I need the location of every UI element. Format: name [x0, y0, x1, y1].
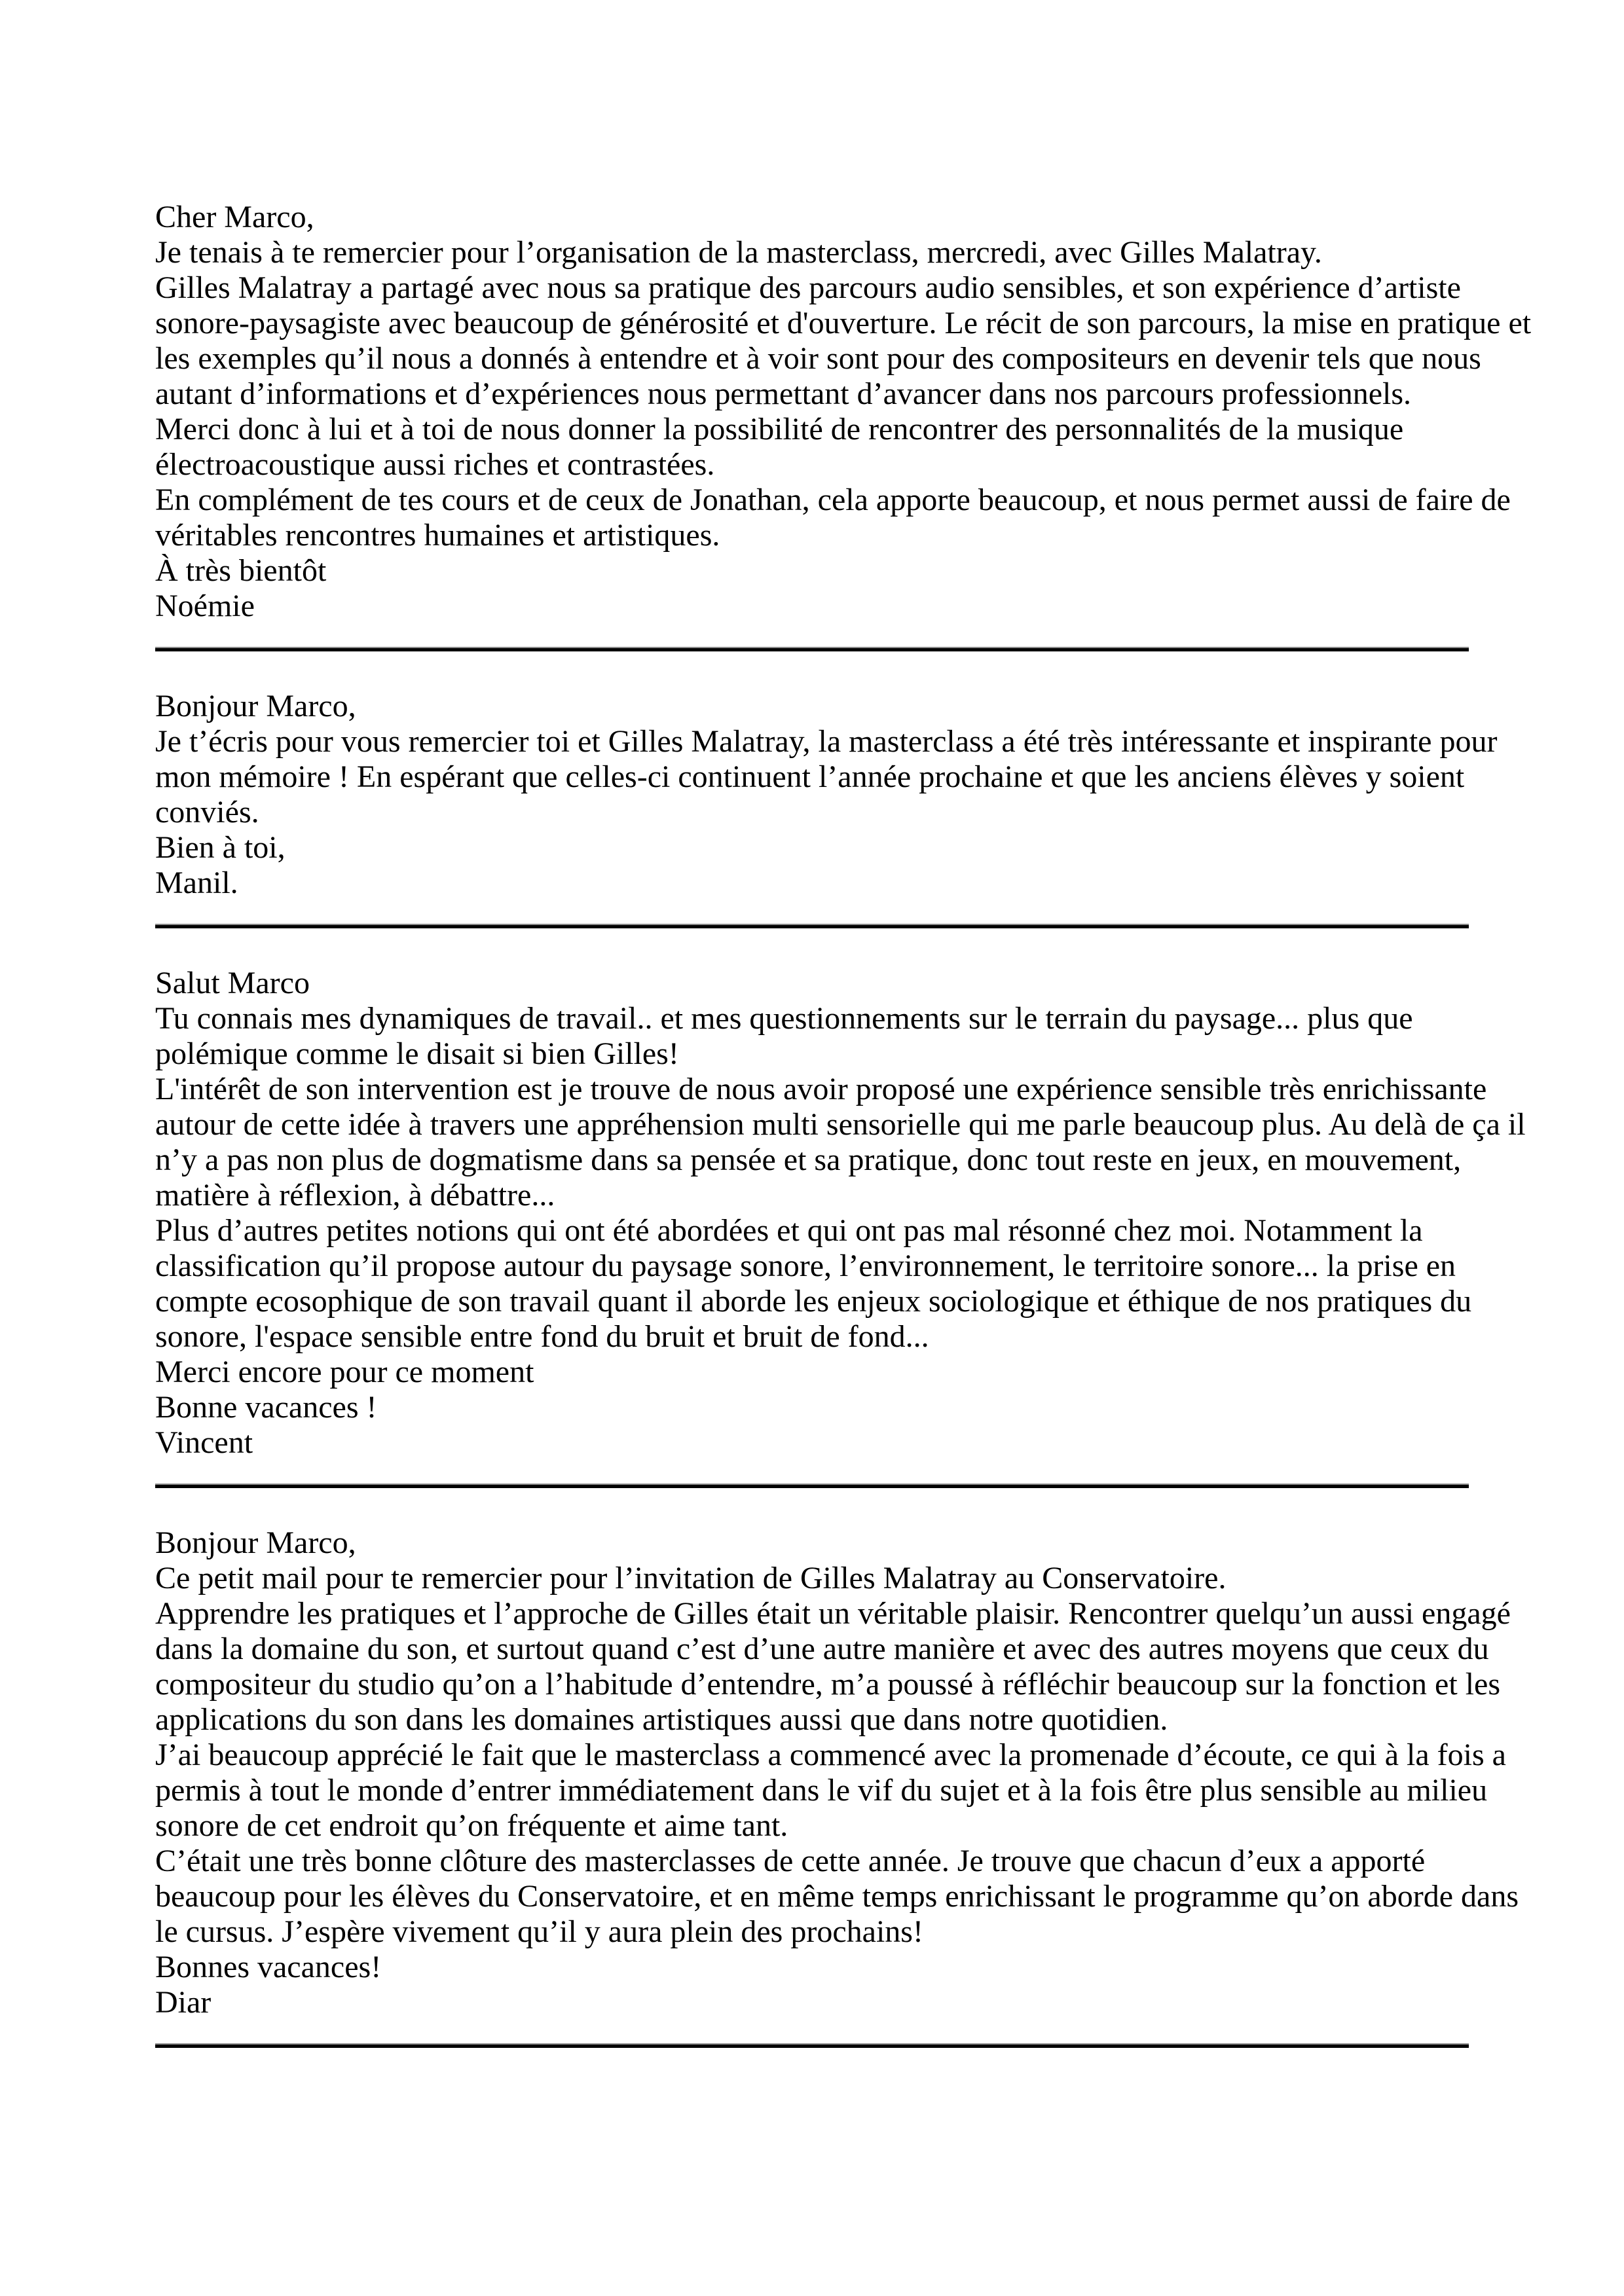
separator-line — [155, 924, 1469, 928]
text-line: sonore, l'espace sensible entre fond du bruit et bruit de fond... — [155, 1319, 929, 1354]
text-line: C’était une très bonne clôture des masterclasses de cette année. Je trouve que chacun d’eux a apporté — [155, 1844, 1426, 1878]
text-line: Je t’écris pour vous remercier toi et Gilles Malatray, la masterclass a été très intéressante et inspirante pour — [155, 724, 1498, 759]
text-line: n’y a pas non plus de dogmatisme dans sa pensée et sa pratique, donc tout reste en jeux, en mouvement, — [155, 1142, 1462, 1177]
text-line: Bien à toi, — [155, 830, 286, 865]
text-line: Bonjour Marco, — [155, 1525, 356, 1560]
text-line: Cher Marco, — [155, 200, 314, 234]
text-line: classification qu’il propose autour du paysage sonore, l’environnement, le territoire sonore... la prise en — [155, 1248, 1456, 1283]
text-line: compte ecosophique de son travail quant il aborde les enjeux sociologique et éthique de nos pratiques du — [155, 1284, 1472, 1319]
text-line: autant d’informations et d’expériences nous permettant d’avancer dans nos parcours professionnels. — [155, 376, 1412, 411]
text-line: Tu connais mes dynamiques de travail.. et mes questionnements sur le terrain du paysage... plus que — [155, 1001, 1413, 1036]
separator-line — [155, 647, 1469, 651]
text-line: permis à tout le monde d’entrer immédiatement dans le vif du sujet et à la fois être plus sensible au milieu — [155, 1773, 1488, 1808]
text-line: J’ai beaucoup apprécié le fait que le masterclass a commencé avec la promenade d’écoute, ce qui à la fois a — [155, 1738, 1506, 1772]
text-line: mon mémoire ! En espérant que celles-ci continuent l’année prochaine et que les anciens élèves y soient — [155, 759, 1465, 794]
text-line: L'intérêt de son intervention est je trouve de nous avoir proposé une expérience sensible très enrichissante — [155, 1072, 1487, 1106]
text-line: Je tenais à te remercier pour l’organisation de la masterclass, mercredi, avec Gilles Malatray. — [155, 235, 1322, 270]
text-line: Plus d’autres petites notions qui ont été abordées et qui ont pas mal résonné chez moi. Notamment la — [155, 1213, 1423, 1248]
signature-line: Noémie — [155, 589, 255, 623]
text-line: Merci donc à lui et à toi de nous donner la possibilité de rencontrer des personnalités de la musique — [155, 412, 1404, 446]
message-diar — [155, 1525, 1519, 2020]
text-line: sonore-paysagiste avec beaucoup de générosité et d'ouverture. Le récit de son parcours, la mise en pratique et — [155, 306, 1532, 340]
text-line: beaucoup pour les élèves du Conservatoire, et en même temps enrichissant le programme qu’on aborde dans — [155, 1879, 1519, 1914]
text-line: polémique comme le disait si bien Gilles! — [155, 1036, 679, 1071]
signature-line: Diar — [155, 1985, 212, 2020]
text-line: électroacoustique aussi riches et contrastées. — [155, 447, 715, 482]
separator-line — [155, 1484, 1469, 1488]
text-line: le cursus. J’espère vivement qu’il y aura plein des prochains! — [155, 1914, 923, 1949]
text-line: En complément de tes cours et de ceux de Jonathan, cela apporte beaucoup, et nous permet aussi de faire de — [155, 483, 1511, 517]
text-line: Apprendre les pratiques et l’approche de Gilles était un véritable plaisir. Rencontrer quelqu’un aussi engagé — [155, 1596, 1511, 1631]
message-noemie — [155, 200, 1532, 624]
text-line: Salut Marco — [155, 966, 310, 1000]
text-line: Bonne vacances ! — [155, 1390, 377, 1425]
text-line: les exemples qu’il nous a donnés à entendre et à voir sont pour des compositeurs en devenir tels que nous — [155, 341, 1481, 376]
text-line: À très bientôt — [155, 553, 327, 588]
text-line: Bonjour Marco, — [155, 689, 356, 723]
text-line: matière à réflexion, à débattre... — [155, 1178, 555, 1212]
text-line: Bonnes vacances! — [155, 1950, 382, 1984]
text-line: dans la domaine du son, et surtout quand c’est d’une autre manière et avec des autres moyens que ceux du — [155, 1631, 1489, 1666]
text-line: autour de cette idée à travers une appréhension multi sensorielle qui me parle beaucoup plus. Au delà de ça il — [155, 1107, 1526, 1142]
text-line: applications du son dans les domaines artistiques aussi que dans notre quotidien. — [155, 1702, 1168, 1737]
signature-line: Manil. — [155, 866, 238, 900]
message-vincent — [155, 966, 1526, 1461]
text-line: Ce petit mail pour te remercier pour l’invitation de Gilles Malatray au Conservatoire. — [155, 1561, 1227, 1595]
separator-line — [155, 2043, 1469, 2048]
text-line: sonore de cet endroit qu’on fréquente et aime tant. — [155, 1808, 788, 1843]
text-line: véritables rencontres humaines et artistiques. — [155, 518, 720, 553]
signature-line: Vincent — [155, 1425, 253, 1460]
message-manil — [155, 689, 1498, 901]
text-line: conviés. — [155, 795, 259, 829]
text-line: Gilles Malatray a partagé avec nous sa pratique des parcours audio sensibles, et son expérience d’artiste — [155, 270, 1461, 305]
text-line: compositeur du studio qu’on a l’habitude d’entendre, m’a poussé à réfléchir beaucoup sur la fonction et les — [155, 1667, 1501, 1702]
text-line: Merci encore pour ce moment — [155, 1355, 534, 1389]
